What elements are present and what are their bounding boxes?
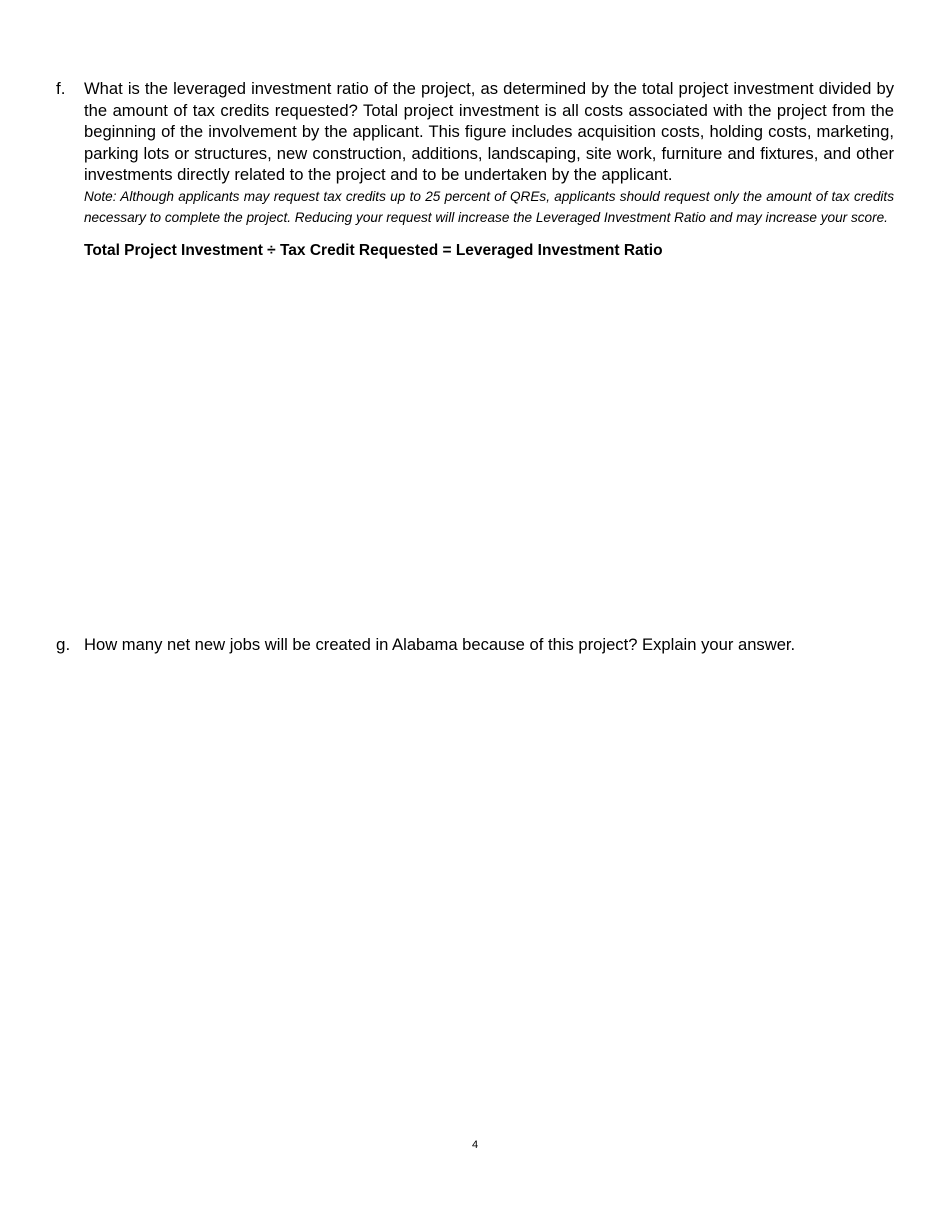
question-text: How many net new jobs will be created in Alabama because of this project? Explain your answer.	[84, 635, 796, 654]
question-item-f	[56, 78, 894, 261]
item-marker: g.	[56, 635, 71, 654]
page-number: 4	[471, 1139, 479, 1151]
item-marker: f.	[56, 79, 66, 98]
item-content	[84, 634, 894, 656]
formula-text: Total Project Investment ÷ Tax Credit Requested = Leveraged Investment Ratio	[84, 241, 663, 259]
question-item-g	[56, 634, 894, 656]
question-text: What is the leveraged investment ratio of the project, as determined by the total project investment divided by the amount of tax credits requested? Total project investment is all costs associated with the project from the beginning of the involvement by the applicant. This figure includes acquisition costs, holding costs, marketing, parking lots or structures, new construction, additions, landscaping, site work, furniture and fixtures, and other investments directly related to the project and to be undertaken by the applicant.	[84, 79, 894, 185]
item-content	[84, 78, 894, 261]
note-text: Note: Although applicants may request tax credits up to 25 percent of QREs, applicants should request only the amount of tax credits necessary to complete the project. Reducing your request will increase the Leveraged Investment Ratio and may increase your score.	[84, 188, 894, 226]
